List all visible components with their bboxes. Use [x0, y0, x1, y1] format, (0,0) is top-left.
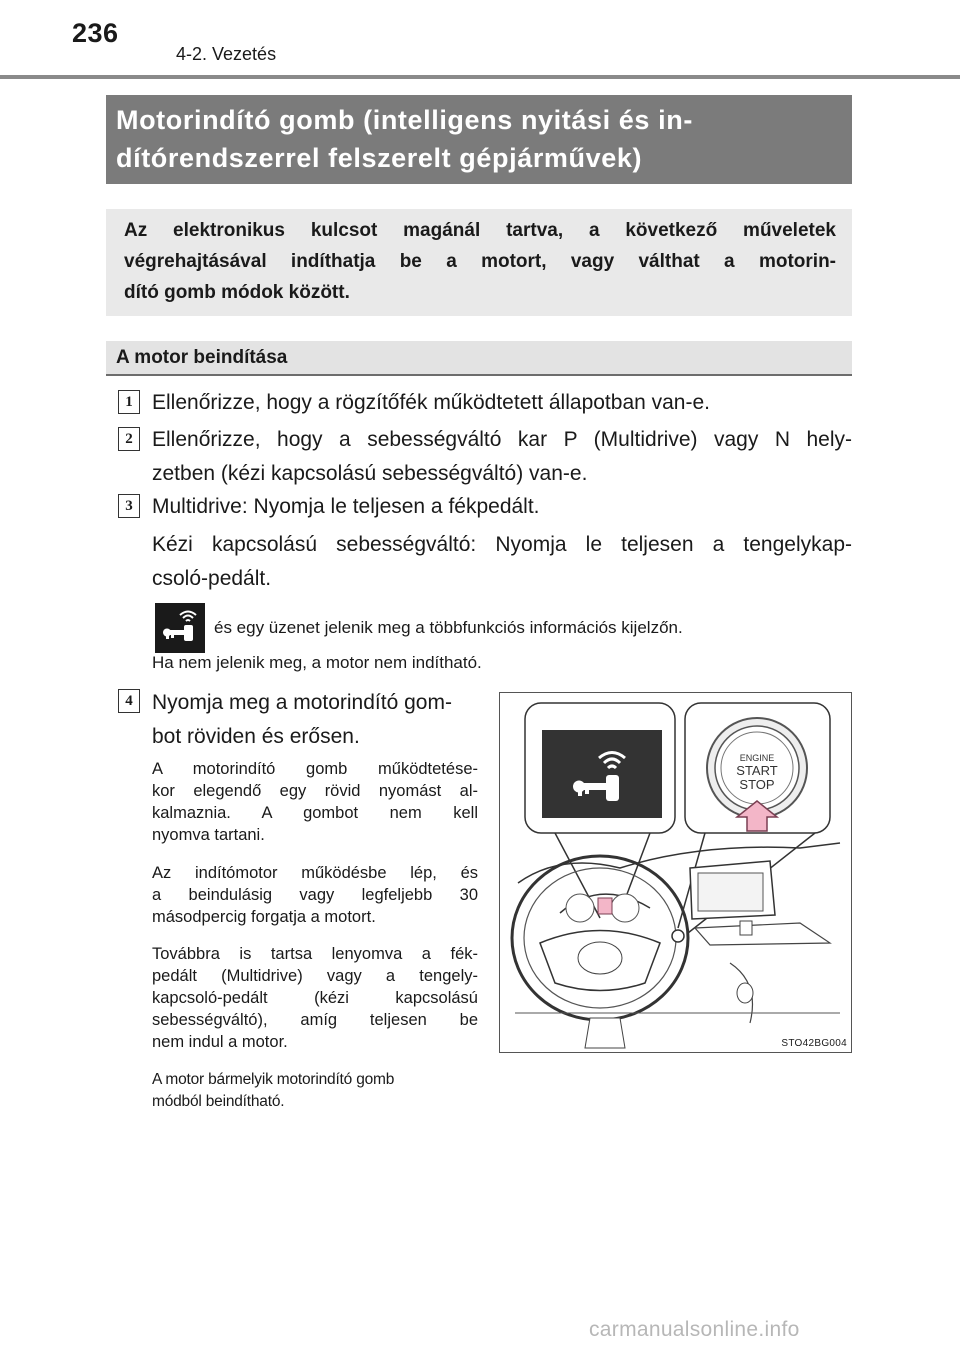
step-text: Multidrive: Nyomja le teljesen a fékpedált.: [152, 495, 540, 518]
indicator-note: Ha nem jelenik meg, a motor nem indítható.: [152, 653, 482, 672]
note-line: kalmaznia. A gombot nem kell: [152, 804, 478, 822]
step-text: zetben (kézi kapcsolású sebességváltó) van-e.: [152, 462, 588, 485]
step4-note: [152, 862, 478, 928]
note-line: A motor bármelyik motorindító gomb: [152, 1071, 395, 1088]
button-label-stop: STOP: [739, 777, 775, 792]
sub-heading: A motor beindítása: [106, 341, 852, 376]
step-text-line: Nyomja meg a motorindító gom-: [152, 691, 452, 714]
step-text: csoló-pedált.: [152, 567, 272, 590]
step4-note: [152, 1069, 478, 1113]
button-label-engine: ENGINE: [739, 753, 775, 763]
step4-note: [152, 758, 478, 846]
step-text: [152, 686, 478, 754]
step-text: Ellenőrizze, hogy a rögzítőfék működtetett állapotban van-e.: [152, 391, 710, 414]
header-rule: [0, 75, 960, 79]
page-title: [106, 95, 852, 184]
watermark: carmanualsonline.info: [589, 1318, 800, 1341]
figure-id: STO42BG004: [781, 1038, 847, 1049]
intro-line: dító gomb módok között.: [124, 282, 350, 303]
intro-box: [106, 209, 852, 316]
step4-note: [152, 943, 478, 1053]
step-text: Ellenőrizze, hogy a sebességváltó kar P (Multidrive) vagy N hely-: [152, 428, 852, 451]
note-line: Továbbra is tartsa lenyomva a fék-: [152, 945, 478, 963]
section-reference: 4-2. Vezetés: [176, 44, 277, 64]
step-number: 3: [118, 494, 140, 518]
note-line: kor elegendő egy rövid nyomást al-: [152, 782, 478, 800]
page-number: 236: [72, 18, 119, 48]
note-line: nyomva tartani.: [152, 826, 265, 844]
page-title-line: Motorindító gomb (intelligens nyitási és in-: [116, 105, 693, 135]
indicator-text: és egy üzenet jelenik meg a többfunkciós információs kijelzőn.: [214, 618, 683, 637]
button-label-start: START: [736, 763, 778, 778]
intro-line: Az elektronikus kulcsot magánál tartva, a következő műveletek: [124, 220, 836, 241]
step-number: 4: [118, 689, 140, 713]
step-text: Kézi kapcsolású sebességváltó: Nyomja le teljesen a tengelykap-: [152, 533, 852, 556]
dashboard-illustration: [499, 692, 852, 1053]
note-line: másodpercig forgatja a motort.: [152, 908, 376, 926]
note-line: nem indul a motor.: [152, 1033, 288, 1051]
intro-line: végrehajtásával indíthatja be a motort, vagy válthat a motorin-: [124, 251, 836, 272]
step-number: 1: [118, 390, 140, 414]
note-line: kapcsoló-pedált (kézi kapcsolású: [152, 989, 478, 1007]
note-line: sebességváltó), amíg teljesen be: [152, 1011, 478, 1029]
note-line: A motorindító gomb működtetése-: [152, 760, 478, 778]
note-line: Az indítómotor működésbe lép, és: [152, 864, 478, 882]
note-line: a beindulásig vagy legfeljebb 30: [152, 886, 478, 904]
note-line: pedált (Multidrive) vagy a tengely-: [152, 967, 478, 985]
step-number: 2: [118, 427, 140, 451]
step-text-line: bot röviden és erősen.: [152, 725, 360, 748]
page-title-line: dítórendszerrel felszerelt gépjárművek): [116, 143, 643, 173]
smart-key-indicator-icon: [155, 603, 205, 653]
note-line: módból beindítható.: [152, 1093, 285, 1110]
